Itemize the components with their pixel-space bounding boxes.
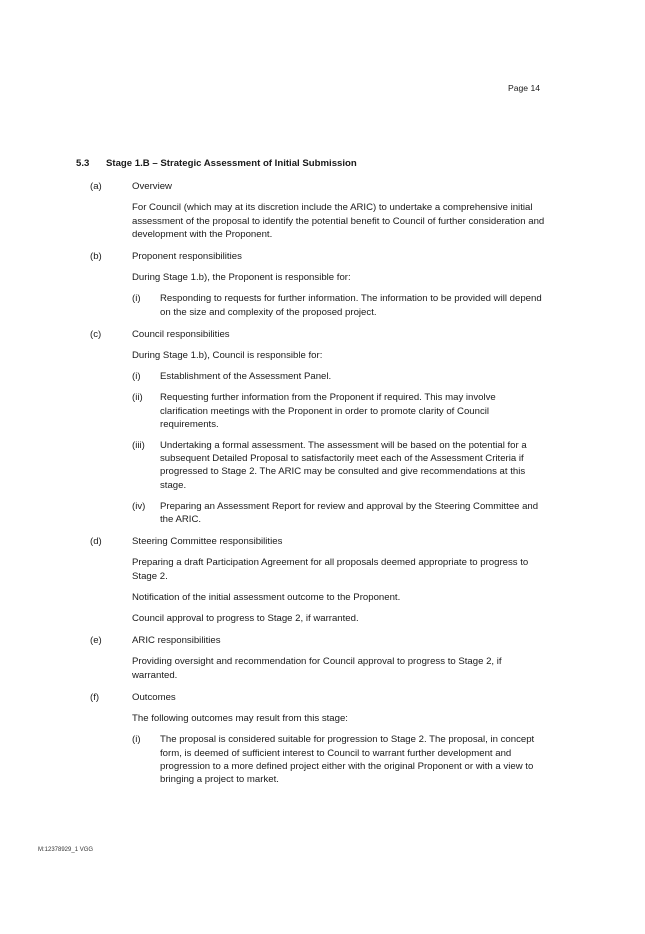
sub-item-text: Undertaking a formal assessment. The assessment will be based on the potential for a subsequent Detailed Proposal to satisfactorily meet each of the Assessment Criteria if progressed to Stage 2. The ARIC may be consulted and give recommendations at this stage. bbox=[160, 440, 527, 491]
sub-item-text: Responding to requests for further information. The information to be provided will depend on the size and complexity of the proposed project. bbox=[160, 293, 542, 318]
paragraph: Council approval to progress to Stage 2, if warranted. bbox=[132, 613, 359, 625]
paragraph: During Stage 1.b), the Proponent is responsible for: bbox=[132, 272, 351, 284]
list-item bbox=[76, 634, 546, 682]
paragraph: The following outcomes may result from this stage: bbox=[132, 713, 348, 725]
paragraph: Providing oversight and recommendation for Council approval to progress to Stage 2, if warranted. bbox=[132, 656, 502, 681]
item-label: (d) bbox=[90, 536, 102, 548]
item-label: (c) bbox=[90, 328, 102, 340]
sub-item bbox=[132, 439, 546, 492]
sub-item-label: (iv) bbox=[132, 500, 146, 512]
page-number: Page 14 bbox=[508, 83, 541, 93]
item-heading-text: Council responsibilities bbox=[132, 328, 230, 340]
section-5-3 bbox=[76, 157, 546, 795]
paragraph: During Stage 1.b), Council is responsible for: bbox=[132, 350, 323, 362]
section-number: 5.3 bbox=[76, 158, 90, 169]
item-label: (b) bbox=[90, 251, 102, 263]
paragraph: Notification of the initial assessment outcome to the Proponent. bbox=[132, 591, 401, 603]
section-title: Stage 1.B – Strategic Assessment of Initial Submission bbox=[106, 158, 357, 169]
item-heading bbox=[76, 250, 546, 263]
item-list bbox=[76, 180, 546, 786]
item-heading-text: Overview bbox=[132, 181, 172, 193]
paragraph: Preparing a draft Participation Agreement for all proposals deemed appropriate to progress to Stage 2. bbox=[132, 557, 529, 582]
sub-item bbox=[132, 500, 546, 526]
item-heading bbox=[76, 691, 546, 704]
item-heading bbox=[76, 328, 546, 341]
document-reference: M:12378929_1 VGG bbox=[38, 847, 94, 853]
item-heading bbox=[76, 535, 546, 548]
item-body bbox=[132, 655, 546, 681]
list-item bbox=[76, 180, 546, 241]
item-heading-text: Outcomes bbox=[132, 691, 176, 703]
list-item bbox=[76, 535, 546, 625]
item-body bbox=[132, 712, 546, 786]
sub-item-label: (i) bbox=[132, 293, 141, 305]
sub-item-label: (i) bbox=[132, 734, 141, 746]
item-body bbox=[132, 556, 546, 625]
list-item bbox=[76, 328, 546, 526]
list-item bbox=[76, 691, 546, 786]
item-label: (e) bbox=[90, 635, 102, 647]
item-heading-text: Proponent responsibilities bbox=[132, 251, 242, 263]
item-label: (f) bbox=[90, 691, 100, 703]
sub-item-label: (iii) bbox=[132, 440, 145, 452]
sub-item-label: (i) bbox=[132, 371, 141, 383]
item-body bbox=[132, 271, 546, 319]
section-heading bbox=[76, 157, 546, 170]
sub-item-text: The proposal is considered suitable for progression to Stage 2. The proposal, in concept form, is deemed of sufficient interest to Council to warrant further development and progression to a more defined project either with the original Proponent or with a view to bringing a project to market. bbox=[160, 734, 535, 785]
sub-item bbox=[132, 733, 546, 786]
sub-item bbox=[132, 391, 546, 431]
sub-item-label: (ii) bbox=[132, 392, 143, 404]
item-heading-text: Steering Committee responsibilities bbox=[132, 536, 283, 548]
item-body bbox=[132, 349, 546, 526]
sub-item-text: Requesting further information from the Proponent if required. This may involve clarification meetings with the Proponent in order to promote clarity of Council requirements. bbox=[160, 392, 496, 430]
sub-item-text: Preparing an Assessment Report for review and approval by the Steering Committee and the ARIC. bbox=[160, 500, 539, 526]
item-heading bbox=[76, 634, 546, 647]
item-heading bbox=[76, 180, 546, 193]
paragraph: For Council (which may at its discretion include the ARIC) to undertake a comprehensive initial assessment of the proposal to identify the potential benefit to Council of further consideration and development with the Proponent. bbox=[132, 202, 545, 240]
list-item bbox=[76, 250, 546, 319]
item-label: (a) bbox=[90, 181, 102, 193]
sub-item-text: Establishment of the Assessment Panel. bbox=[160, 371, 332, 383]
sub-item bbox=[132, 292, 546, 318]
item-heading-text: ARIC responsibilities bbox=[132, 635, 221, 647]
item-body bbox=[132, 201, 546, 241]
sub-item bbox=[132, 370, 546, 383]
